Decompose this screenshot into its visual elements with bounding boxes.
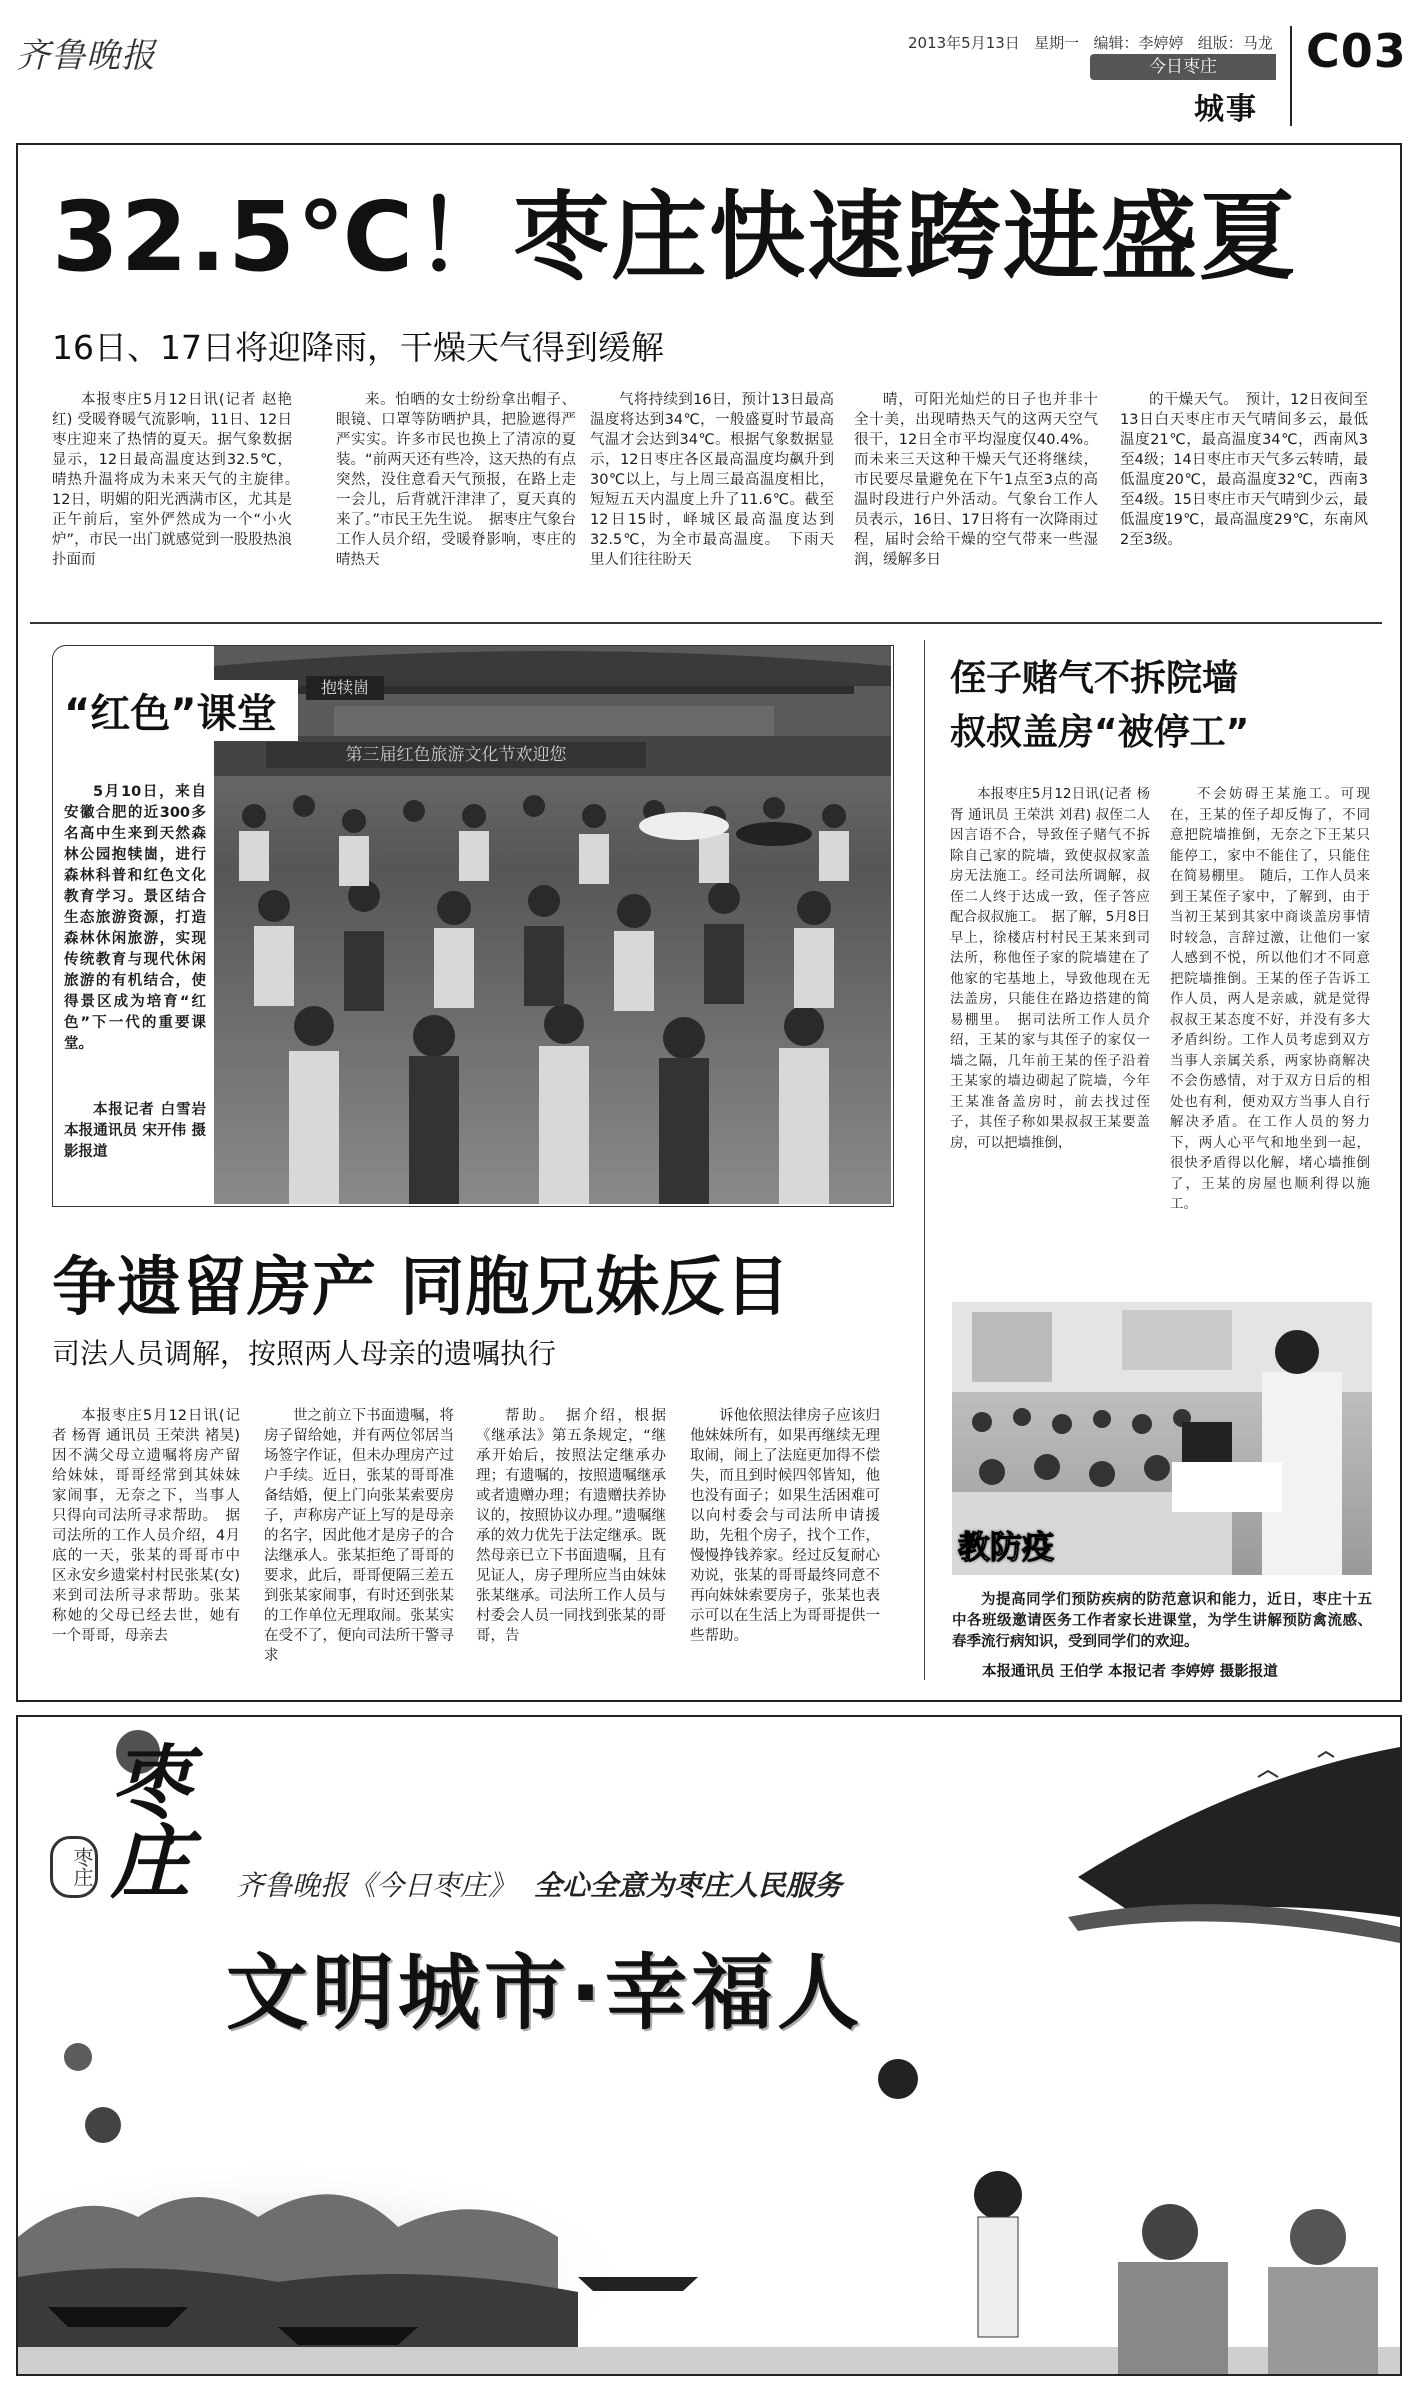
right-column-divider (924, 640, 925, 1680)
story3-col-2: 不会妨碍王某施工。可现在，王某的侄子却反悔了，不同意把院墙推倒，无奈之下王某只能停工，家中不能住了，只能住在简易棚里。 随后，工作人员来到王某侄子家中，了解到，由于当初王某到其家中商谈盖房事情时较急，言辞过激，让他们一家人感到不悦，所以他们才不同意把院墙推倒。王某的侄子告诉工作人员，两人是亲戚，就是觉得叔叔王某态度不好，并没有多大矛盾纠纷。工作人员考虑到双方当事人亲属关系，两家协商解决不会伤感情，对于双方日后的相处也有利，便劝双方当事人自行解决矛盾。在工作人员的努力下，两人心平气和地坐到一起，很快矛盾得以化解，堵心墙推倒了，王某的房屋也顺利得以施工。 (1170, 786, 1370, 1212)
story2-headline: 争遗留房产 同胞兄妹反目 (52, 1251, 791, 1325)
masthead-logo: 齐鲁晚报 (16, 36, 156, 76)
story2-col-1: 本报枣庄5月12日讯(记者 杨胥 通讯员 王荣洪 褚昊) 因不满父母立遗嘱将房产留给妹妹，哥哥经常到其妹妹家闹事，无奈之下，当事人只得向司法所寻求帮助。 据司法所的工作人员介绍，4月底的一天，张某的哥哥市中区永安乡遗棠村村民张某(女)来到司法所寻求帮助。张某称她的父母已经去世，她有一个哥哥，母亲去 (52, 1408, 240, 1644)
lead-headline: 32.5℃！枣庄快速跨进盛夏 (52, 181, 1298, 293)
lead-col-3: 气将持续到16日，预计13日最高温度将达到34℃，一般盛夏时节最高气温才会达到34℃。根据气象数据显示，12日枣庄各区最高温度均飙升到30℃以上，与上周三最高温度相比，短短五天内温度上升了11.6℃。截至12日15时，峄城区最高温度达到32.5℃，为全市最高温度。 下雨天里人们往往盼天 (590, 392, 834, 568)
layout-editor: 组版：马龙 (1197, 34, 1273, 52)
section-tag: 今日枣庄 (1090, 54, 1276, 80)
red-class-text: 5月10日，来自安徽合肥的近300多名高中生来到天然森林公园抱犊崮，进行森林科普和红色文化教育学习。景区结合生态旅游资源，打造森林休闲旅游，实现传统教育与现代休闲旅游的有机结合，使得景区成为培育“红色”下一代的重要课堂。 (64, 784, 206, 1052)
story3-headline-2: 叔叔盖房“被停工” (950, 712, 1250, 753)
page-number: C03 (1306, 24, 1407, 78)
ad-frame (16, 1715, 1402, 2376)
epidemic-caption: 为提高同学们预防疾病的防范意识和能力，近日，枣庄十五中各班级邀请医务工作者家长进课堂，为学生讲解预防禽流感、春季流行病知识，受到同学们的欢迎。 (952, 1592, 1372, 1650)
ad-seal: 枣庄 (50, 1836, 98, 1898)
ad-brand-calligraphy: 枣庄 (97, 1740, 191, 1900)
ad-slogan-rest: 全心全意为枣庄人民服务 (533, 1869, 842, 1902)
epidemic-credit: 本报通讯员 王伯学 本报记者 李婷婷 摄影报道 (982, 1664, 1278, 1680)
story3-headline-1: 侄子赌气不拆院墙 (950, 658, 1239, 699)
header-divider (1290, 26, 1292, 126)
red-class-credit: 本报记者 白雪岩 本报通讯员 宋开伟 摄影报道 (64, 1102, 206, 1160)
red-class-photo (214, 646, 891, 1204)
lead-rule (30, 622, 1382, 624)
weekday: 星期一 (1034, 34, 1080, 52)
lead-subhead: 16日、17日将迎降雨，干燥天气得到缓解 (52, 328, 664, 367)
ad-ink-illustration (18, 1717, 1400, 2374)
date: 2013年5月13日 (908, 34, 1020, 52)
editor: 编辑：李婷婷 (1093, 34, 1184, 52)
story2-col-3: 帮助。 据介绍，根据《继承法》第五条规定，“继承开始后，按照法定继承办理；有遗嘱的，按照遗嘱继承或者遗赠办理；有遗赠扶养协议的，按照协议办理。”遗嘱继承的效力优先于法定继承。既然母亲已立下书面遗嘱，且有见证人，房子理所应当由妹妹张某继承。司法所工作人员与村委会人员一同找到张某的哥哥，告 (476, 1408, 666, 1644)
photo-sign: 抱犊崮 (306, 676, 384, 700)
red-class-title: “红色”课堂 (60, 680, 298, 741)
photo-banner: 第三届红色旅游文化节欢迎您 (266, 742, 646, 768)
ad-slogan-paper: 齐鲁晚报《今日枣庄》 (236, 1869, 517, 1902)
epidemic-photo (952, 1302, 1372, 1575)
epidemic-photo-label: 教防疫 (958, 1528, 1055, 1566)
crowd-illustration (214, 646, 891, 1204)
ad-slogan (236, 1864, 842, 1904)
story2-col-2: 世之前立下书面遗嘱，将房子留给她，并有两位邻居当场签字作证，但未办理房产过户手续。近日，张某的哥哥准备结婚，便上门向张某索要房子，声称房产证上写的是母亲的名字，因此他才是房子的合法继承人。张某拒绝了哥哥的要求，此后，哥哥便隔三差五到张某家闹事，有时还到张某的工作单位无理取闹。张某实在受不了，便向司法所干警寻求 (264, 1408, 454, 1664)
section-name: 城事 (1194, 92, 1258, 127)
ad-main-slogan: 文明城市·幸福人 (226, 1946, 864, 2041)
lead-col-4: 晴，可阳光灿烂的日子也并非十全十美，出现晴热天气的这两天空气很干，12日全市平均湿度仅40.4%。而未来三天这种干燥天气还将继续，市民要尽量避免在下午1点至3点的高温时段进行户外活动。气象台工作人员表示，16日、17日将有一次降雨过程，届时会给干燥的空气带来一些湿润，缓解多日 (854, 392, 1098, 568)
lead-col-1: 本报枣庄5月12日讯(记者 赵艳红) 受暖脊暖气流影响，11日、12日枣庄迎来了热情的夏天。据气象数据显示，12日最高温度达到32.5℃，晴热升温将成为未来天气的主旋律。 12日，明媚的阳光洒满市区，尤其是正午前后，室外俨然成为一个“小火炉”，市民一出门就感觉到一股股热浪扑面而 (52, 392, 307, 568)
story2-subhead: 司法人员调解，按照两人母亲的遗嘱执行 (52, 1337, 557, 1370)
issue-date (908, 32, 1273, 53)
lead-col-5: 的干燥天气。 预计，12日夜间至13日白天枣庄市天气晴间多云，最低温度21℃，最高温度34℃，西南风3至4级；14日枣庄市天气多云转晴，最低温度20℃，最高温度32℃，西南3至4级。15日枣庄市天气晴到少云，最低温度19℃，最高温度29℃，东南风2至3级。 (1120, 392, 1368, 548)
story3-col-1: 本报枣庄5月12日讯(记者 杨胥 通讯员 王荣洪 刘君) 叔侄二人因言语不合，导致侄子赌气不拆除自己家的院墙，致使叔叔家盖房无法施工。经司法所调解，叔侄二人终于达成一致，侄子答应配合叔叔施工。 据了解，5月8日早上，徐楼店村村民王某来到司法所，称他侄子家的院墙建在了他家的宅基地上，导致他现在无法盖房，只能住在路边搭建的简易棚里。 据司法所工作人员介绍，王某的家与其侄子的家仅一墙之隔，几年前王某的侄子沿着王某家的墙边砌起了院墙，今年王某准备盖房时，前去找过侄子，其侄子称如果叔叔王某要盖房，可以把墙推倒， (950, 786, 1150, 1151)
lead-col-2: 来。怕晒的女士纷纷拿出帽子、眼镜、口罩等防晒护具，把脸遮得严严实实。许多市民也换上了清凉的夏装。“前两天还有些冷，这天热的有点突然，没住意看天气预报，在路上走一会儿，后背就汗津津了，夏天真的来了。”市民王先生说。 据枣庄气象台工作人员介绍，受暖脊影响，枣庄的晴热天 (336, 392, 576, 568)
story2-col-4: 诉他依照法律房子应该归他妹妹所有，如果再继续无理取闹，闹上了法庭更加得不偿失，而且到时候四邻皆知，他也没有面子；如果生活困难可以向村委会与司法所申请援助，先租个房子，找个工作，慢慢挣钱养家。经过反复耐心劝说，张某的哥哥最终同意不再向妹妹索要房子，张某也表示可以在生活上为哥哥提供一些帮助。 (690, 1408, 880, 1644)
